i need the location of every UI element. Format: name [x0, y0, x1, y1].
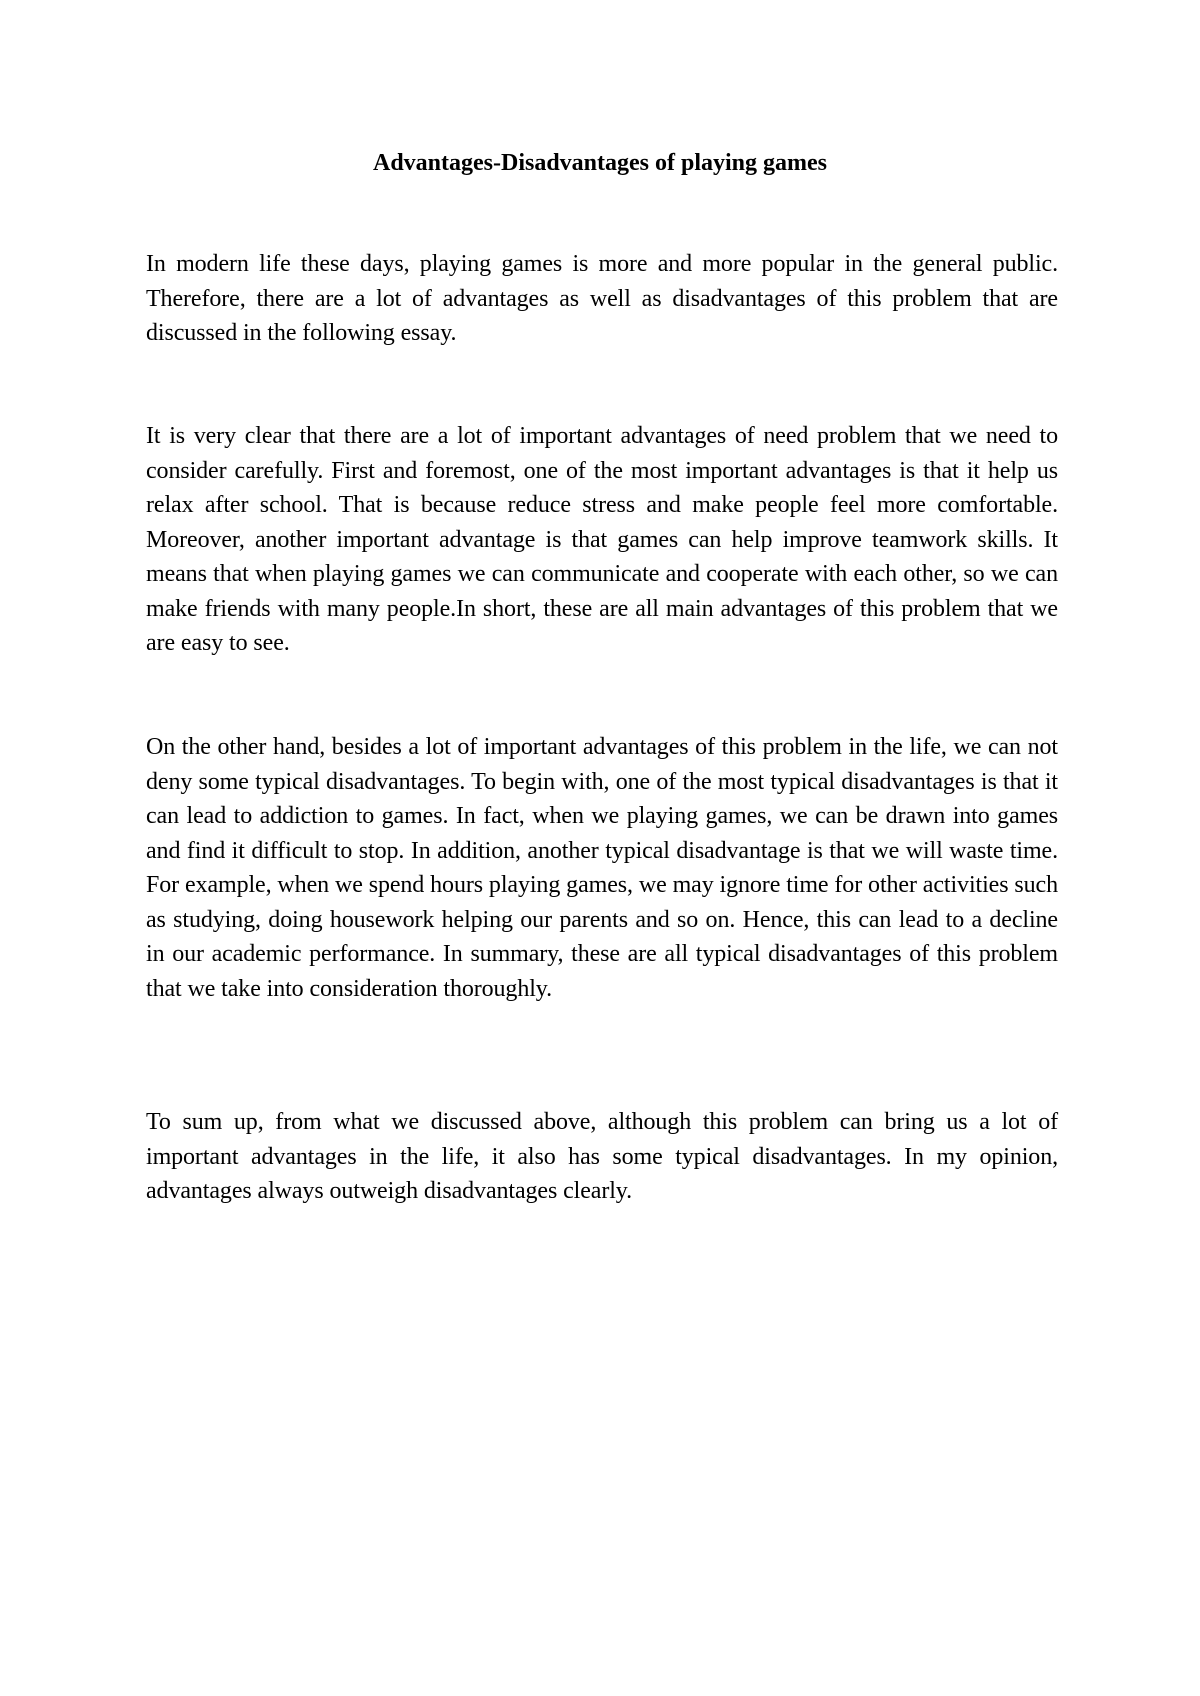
paragraph-disadvantages: On the other hand, besides a lot of important advantages of this problem in the life, we can not deny some typical disadvantages. To begin with, one of the most typical disadvantages is that it can lead to addiction to games. In fact, when we playing games, we can be drawn into games and find it difficult to stop. In addition, another typical disadvantage is that we will waste time. For example, when we spend hours playing games, we may ignore time for other activities such as studying, doing housework helping our parents and so on. Hence, this can lead to a decline in our academic performance. In summary, these are all typical disadvantages of this problem that we take into consideration thoroughly. — [146, 734, 1058, 1002]
paragraph-introduction: In modern life these days, playing games is more and more popular in the general public. Therefore, there are a lot of advantages as well as disadvantages of this problem that are discussed in the following essay. — [146, 251, 1058, 346]
paragraph-advantages: It is very clear that there are a lot of important advantages of need problem that we need to consider carefully. First and foremost, one of the most important advantages is that it help us relax after school. That is because reduce stress and make people feel more comfortable. Moreover, another important advantage is that games can help improve teamwork skills. It means that when playing games we can communicate and cooperate with each other, so we can make friends with many people.In short, these are all main advantages of this problem that we are easy to see. — [146, 423, 1058, 656]
paragraph-conclusion: To sum up, from what we discussed above, although this problem can bring us a lot of important advantages in the life, it also has some typical disadvantages. In my opinion, advantages always outweigh disadvantages clearly. — [146, 1109, 1058, 1204]
document-title: Advantages-Disadvantages of playing games — [372, 150, 828, 176]
